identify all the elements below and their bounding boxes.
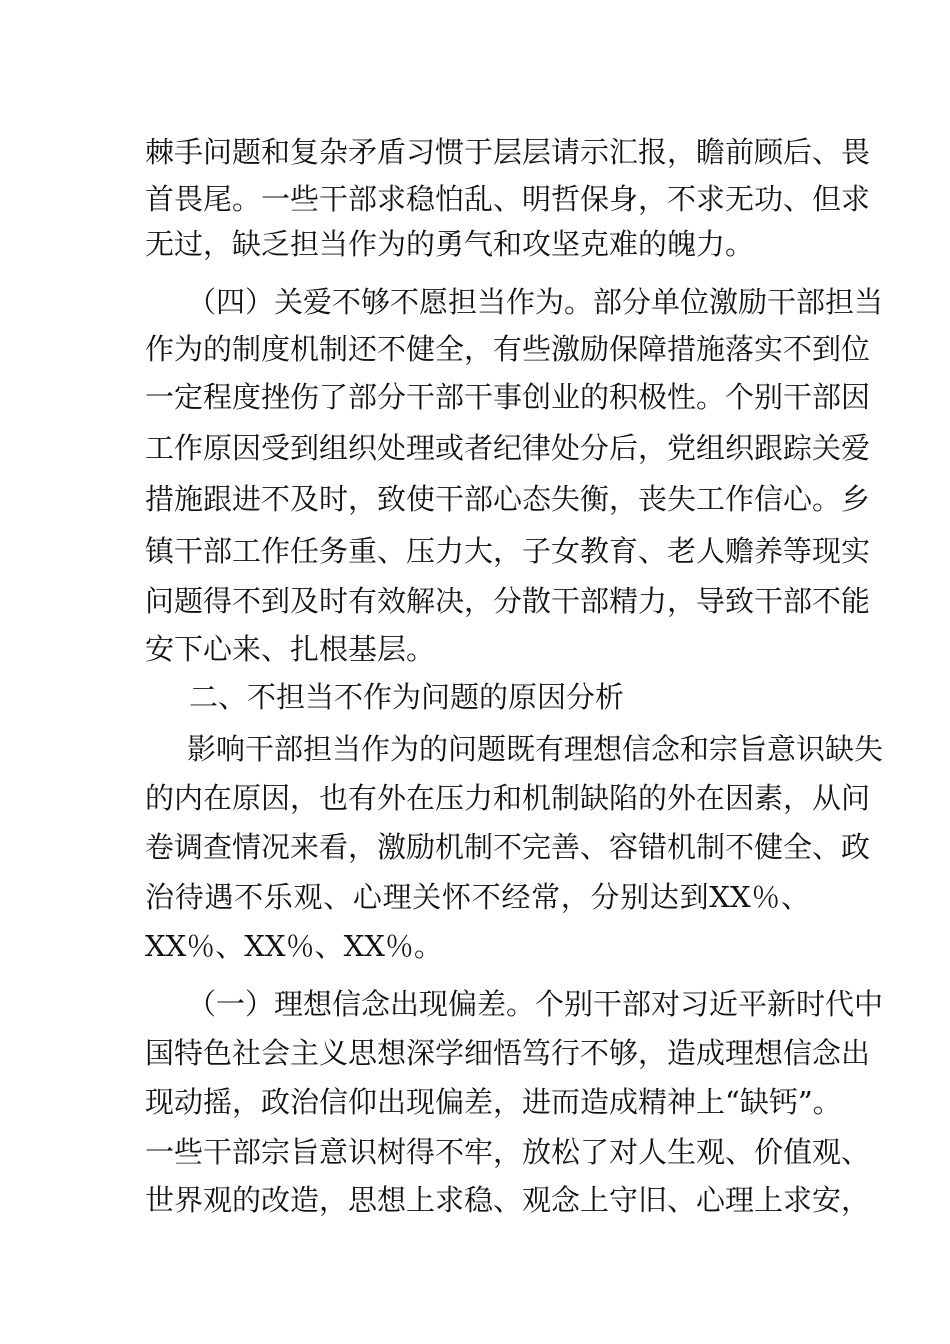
text-line: 首畏尾。一些干部求稳怕乱、明哲保身，不求无功、但求 [145, 182, 871, 216]
text-line: 世界观的改造，思想上求稳、观念上守旧、心理上求安， [145, 1183, 871, 1217]
text-line: 作为的制度机制还不健全，有些激励保障措施落实不到位 [145, 332, 871, 366]
section-heading-line: （四）关爱不够不愿担当作为。部分单位激励干部担当 [187, 285, 884, 319]
text-line: 无过，缺乏担当作为的勇气和攻坚克难的魄力。 [145, 227, 755, 261]
text-line: 影响干部担当作为的问题既有理想信念和宗旨意识缺失 [187, 732, 884, 766]
text-line: 一些干部宗旨意识树得不牢，放松了对人生观、价值观、 [145, 1135, 871, 1169]
text-line: 措施跟进不及时，致使干部心态失衡，丧失工作信心。乡 [145, 482, 871, 516]
text-line: 棘手问题和复杂矛盾习惯于层层请示汇报，瞻前顾后、畏 [145, 135, 871, 169]
text-line: 工作原因受到组织处理或者纪律处分后，党组织跟踪关爱 [145, 431, 871, 465]
text-line: 问题得不到及时有效解决，分散干部精力，导致干部不能 [145, 584, 871, 618]
text-line: 的内在原因，也有外在压力和机制缺陷的外在因素，从问 [145, 781, 871, 815]
text-line: 治待遇不乐观、心理关怀不经常，分别达到XX％、 [145, 880, 810, 914]
section-heading-line: （一）理想信念出现偏差。个别干部对习近平新时代中 [187, 987, 884, 1021]
text-line: 卷调查情况来看，激励机制不完善、容错机制不健全、政 [145, 830, 871, 864]
chapter-heading: 二、不担当不作为问题的原因分析 [189, 680, 625, 714]
text-line: 现动摇，政治信仰出现偏差，进而造成精神上“缺钙”。 [145, 1085, 842, 1119]
text-line: 国特色社会主义思想深学细悟笃行不够，造成理想信念出 [145, 1036, 871, 1070]
text-line: 镇干部工作任务重、压力大，子女教育、老人赡养等现实 [145, 534, 871, 568]
text-line: XX％、XX％、XX％。 [145, 929, 443, 963]
text-line: 安下心来、扎根基层。 [145, 632, 436, 666]
text-line: 一定程度挫伤了部分干部干事创业的积极性。个别干部因 [145, 380, 871, 414]
